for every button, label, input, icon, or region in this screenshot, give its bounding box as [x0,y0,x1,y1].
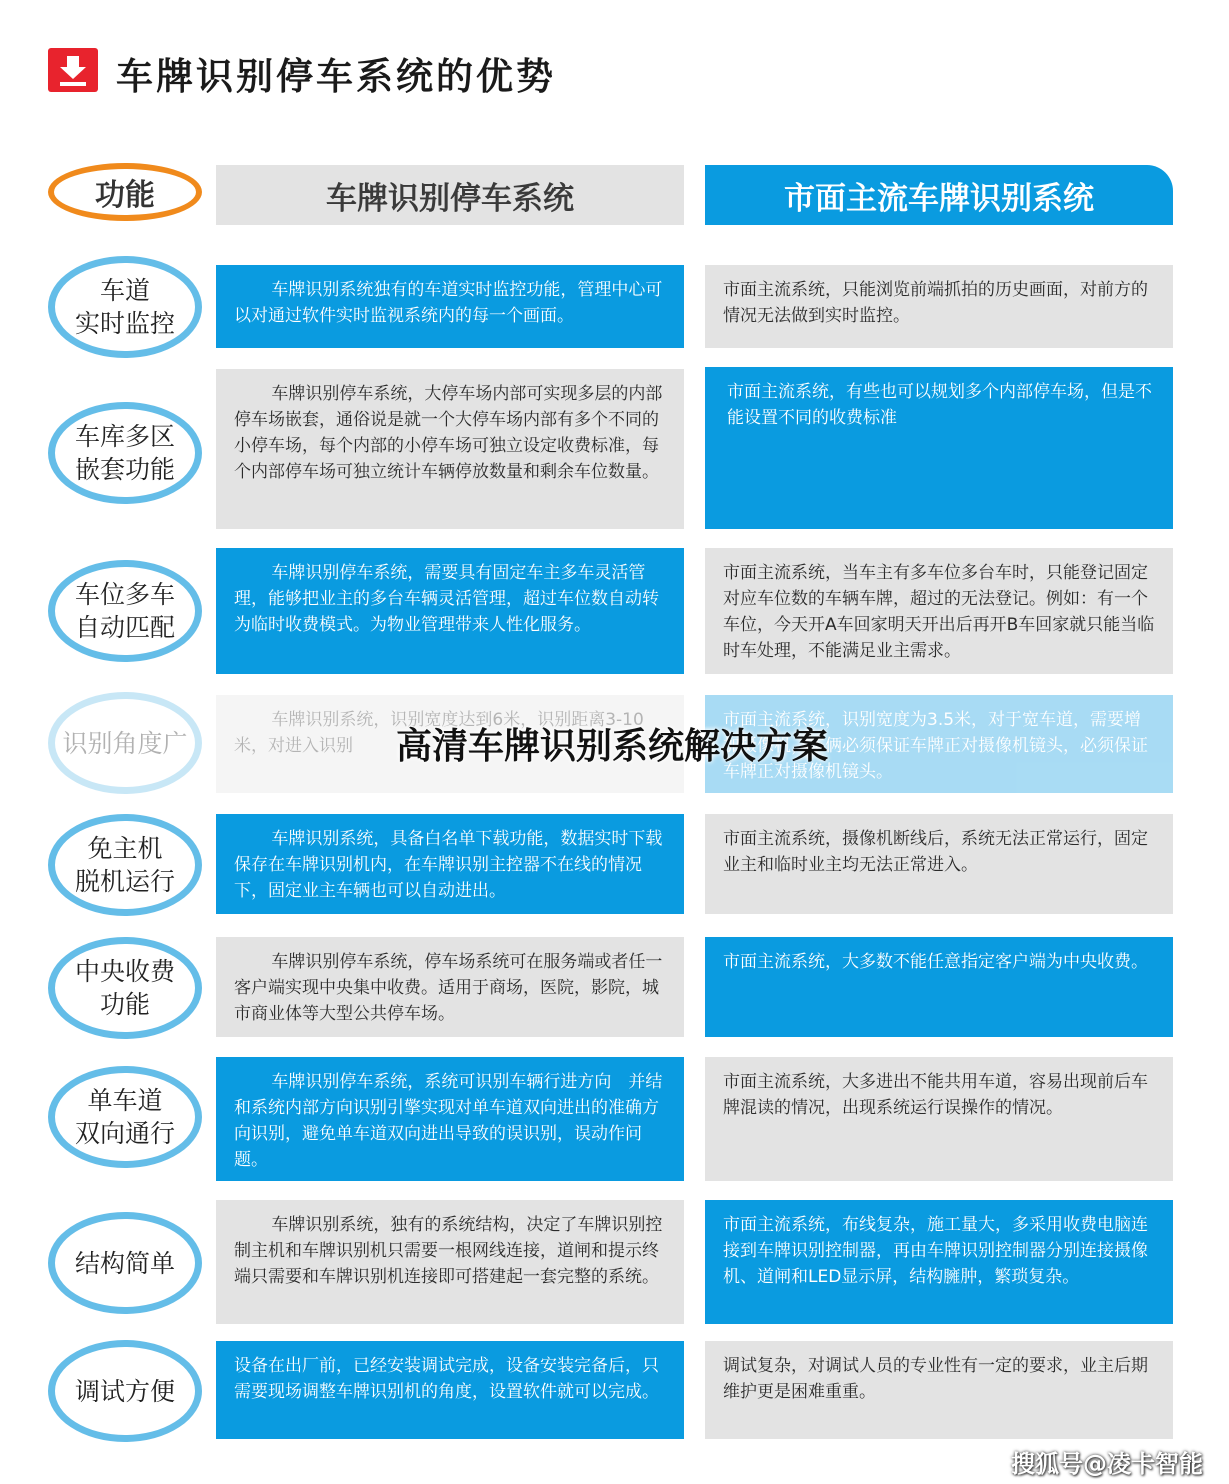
feature-label: 自动匹配 [74,613,175,642]
ours-cell: 车牌识别停车系统，大停车场内部可实现多层的内部停车场嵌套，通俗说是就一个大停车场内部有多个不同的小停车场，每个内部的小停车场可独立设定收费标准，每个内部停车场可独立统计车辆停放数量和剩余车位数量。 [216,369,684,529]
market-cell: 市面主流系统，大多数不能任意指定客户端为中央收费。 [705,937,1173,1037]
market-column-header: 市面主流车牌识别系统 [705,165,1173,225]
ours-cell: 车牌识别系统，具备白名单下载功能，数据实时下载保存在车牌识别机内，在车牌识别主控器不在线的情况下，固定业主车辆也可以自动进出。 [216,814,684,914]
feature-circle [48,814,202,916]
download-icon [48,48,98,92]
ours-cell: 车牌识别系统独有的车道实时监控功能，管理中心可以对通过软件实时监视系统内的每一个画面。 [216,265,684,348]
feature-circle [48,560,202,662]
ours-cell: 车牌识别系统，识别宽度达到6米，识别距离3-10米，对进入识别 [216,695,684,793]
feature-label: 调试方便 [74,1376,175,1406]
feature-circle [48,937,202,1039]
feature-label: 车库多区 [74,422,175,451]
ours-column-header: 车牌识别停车系统 [216,165,684,225]
market-cell: 调试复杂，对调试人员的专业性有一定的要求，业主后期维护更是困难重重。 [705,1341,1173,1439]
ours-cell: 车牌识别停车系统，系统可识别车辆行进方向 并结和系统内部方向识别引擎实现对单车道双向进出的准确方向识别，避免单车道双向进出导致的误识别，误动作问题。 [216,1057,684,1181]
ours-cell: 车牌识别系统，独有的系统结构，决定了车牌识别控制主机和车牌识别机只需要一根网线连接，道闸和提示终端只需要和车牌识别机连接即可搭建起一套完整的系统。 [216,1200,684,1324]
feature-circle [48,1066,202,1168]
feature-circle [48,402,202,504]
watermark: 搜狐号@凌卡智能 [1011,1450,1203,1478]
feature-label: 车道 [99,276,150,305]
feature-label: 免主机 [87,834,163,863]
ours-cell: 设备在出厂前，已经安装调试完成，设备安装完备后，只需要现场调整车牌识别机的角度，设置软件就可以完成。 [216,1341,684,1439]
market-cell: 市面主流系统，布线复杂，施工量大，多采用收费电脑连接到车牌识别控制器，再由车牌识别控制器分别连接摄像机、道闸和LED显示屏，结构臃肿，繁琐复杂。 [705,1200,1173,1324]
feature-circle [48,692,202,794]
ours-cell: 车牌识别停车系统，需要具有固定车主多车灵活管理，能够把业主的多台车辆灵活管理，超过车位数自动转为临时收费模式。为物业管理带来人性化服务。 [216,548,684,674]
feature-label: 单车道 [87,1086,163,1115]
feature-label: 嵌套功能 [74,455,175,484]
feature-label: 实时监控 [74,309,175,338]
market-cell: 市面主流系统，当车主有多车位多台车时，只能登记固定对应车位数的车辆车牌，超过的无法登记。例如：有一个车位，今天开A车回家明天开出后再开B车回家就只能当临时车处理，不能满足业主需求。 [705,548,1173,674]
feature-label: 车位多车 [74,580,175,609]
feature-label: 中央收费 [74,957,175,986]
market-cell: 市面主流系统，有些也可以规划多个内部停车场，但是不能设置不同的收费标准 [705,367,1173,529]
feature-label: 识别角度广 [62,728,188,758]
page-title: 车牌识别停车系统的优势 [116,55,556,98]
feature-circle [48,1340,202,1442]
market-cell: 市面主流系统，大多进出不能共用车道，容易出现前后车牌混读的情况，出现系统运行误操作的情况。 [705,1057,1173,1181]
overlay-caption: 高清车牌识别系统解决方案 [396,726,829,767]
feature-label: 结构简单 [74,1248,175,1278]
feature-circle [48,1212,202,1314]
feature-label: 脱机运行 [74,867,175,896]
market-cell: 市面主流系统，识别宽度为3.5米，对于宽车道，需要增加摄像机，车俩必须保证车牌正对摄像机镜头，必须保证车牌正对摄像机镜头。 [705,695,1173,793]
ours-cell: 车牌识别停车系统，停车场系统可在服务端或者任一客户端实现中央集中收费。适用于商场，医院，影院，城市商业体等大型公共停车场。 [216,937,684,1037]
feature-label: 双向通行 [74,1119,175,1148]
feature-circle [48,256,202,358]
function-column-header: 功能 [48,163,202,221]
market-cell: 市面主流系统，只能浏览前端抓拍的历史画面，对前方的情况无法做到实时监控。 [705,265,1173,348]
feature-label: 功能 [99,990,150,1019]
market-cell: 市面主流系统，摄像机断线后，系统无法正常运行，固定业主和临时业主均无法正常进入。 [705,814,1173,914]
